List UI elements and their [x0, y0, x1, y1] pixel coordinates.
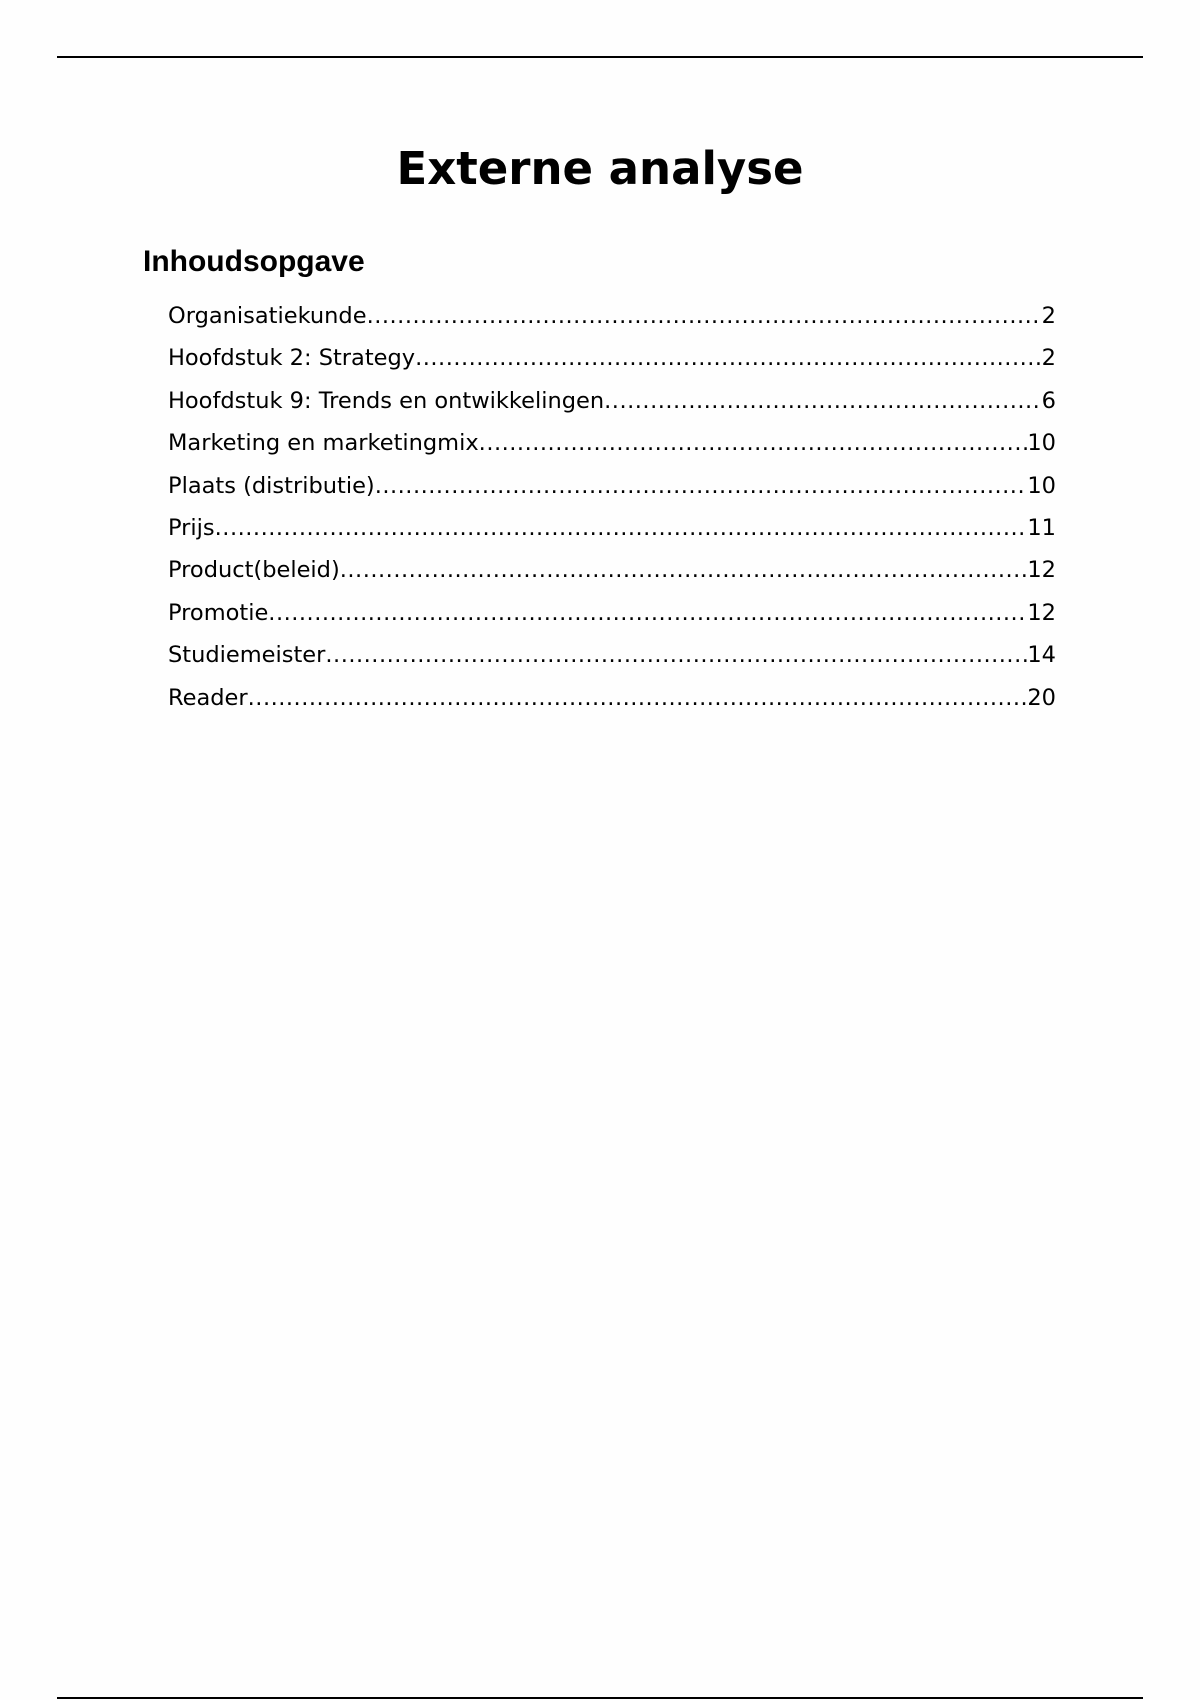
toc-entry[interactable] [168, 549, 1056, 591]
toc-dot-leader [325, 634, 1027, 676]
toc-dot-leader [604, 380, 1042, 422]
document-title: Externe analyse [396, 142, 804, 195]
toc-entry-page: 2 [1041, 303, 1056, 329]
toc-entry[interactable] [168, 422, 1056, 464]
toc-entry-label: Promotie [168, 599, 269, 626]
toc-dot-leader [248, 677, 1028, 719]
toc-entry-page: 6 [1041, 387, 1056, 414]
toc-entry-label: Prijs [168, 514, 215, 541]
toc-dot-leader [375, 465, 1028, 507]
toc-dot-leader [215, 507, 1028, 549]
toc-entry-page: 12 [1027, 557, 1056, 584]
toc-entry-label: Hoofdstuk 9: Trends en ontwikkelingen [168, 387, 605, 414]
toc-entry-page: 12 [1027, 599, 1056, 626]
toc-dot-leader [340, 549, 1028, 591]
toc-dot-leader [479, 422, 1028, 464]
footer-rule [57, 1697, 1143, 1699]
toc-entry[interactable] [168, 507, 1056, 549]
toc-heading: Inhoudsopgave [143, 245, 365, 278]
toc-dot-leader [415, 337, 1042, 379]
toc-entry-label: Reader [168, 684, 248, 711]
toc-dot-leader [367, 295, 1042, 337]
table-of-contents [168, 295, 1056, 719]
toc-entry-page: 2 [1041, 345, 1056, 372]
toc-entry-label: Product(beleid) [168, 557, 340, 584]
toc-entry[interactable] [168, 380, 1056, 422]
toc-entry[interactable] [168, 465, 1056, 507]
toc-entry-label: Studiemeister [168, 642, 326, 669]
toc-entry-page: 20 [1027, 684, 1056, 711]
toc-entry-page: 11 [1027, 514, 1056, 541]
toc-entry[interactable] [168, 337, 1056, 379]
toc-entry[interactable] [168, 677, 1056, 719]
toc-entry-label: Hoofdstuk 2: Strategy [168, 345, 416, 372]
toc-entry-page: 14 [1027, 642, 1056, 669]
toc-entry[interactable] [168, 634, 1056, 676]
toc-entry-page: 10 [1027, 472, 1056, 499]
header-rule [57, 56, 1143, 58]
toc-entry[interactable] [168, 592, 1056, 634]
toc-dot-leader [268, 592, 1027, 634]
toc-entry[interactable] [168, 295, 1056, 337]
toc-entry-label: Marketing en marketingmix [168, 430, 479, 457]
toc-entry-label: Organisatiekunde [168, 303, 367, 329]
toc-entry-page: 10 [1027, 430, 1056, 457]
toc-entry-label: Plaats (distributie) [168, 472, 375, 499]
